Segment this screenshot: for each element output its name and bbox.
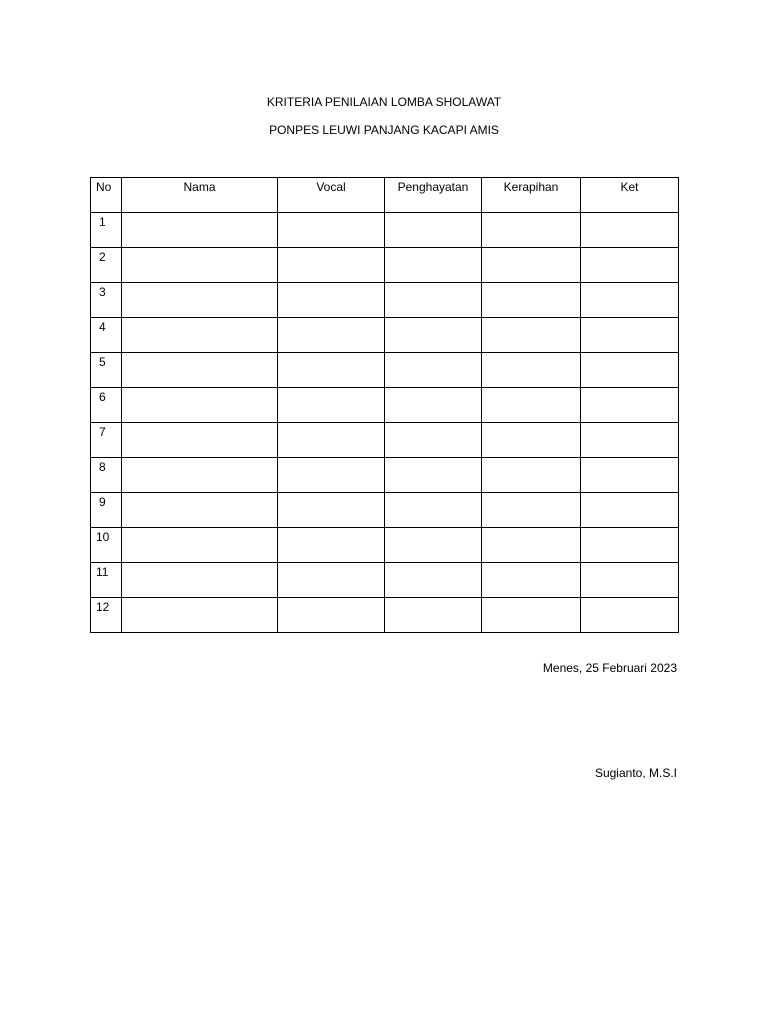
penghayatan-cell — [385, 388, 482, 423]
document-subtitle: PONPES LEUWI PANJANG KACAPI AMIS — [269, 123, 499, 137]
kerapihan-cell — [482, 423, 581, 458]
vocal-cell — [278, 528, 385, 563]
row-number: 6 — [91, 388, 122, 423]
penghayatan-cell — [385, 318, 482, 353]
penghayatan-cell — [385, 528, 482, 563]
penghayatan-cell — [385, 283, 482, 318]
kerapihan-cell — [482, 598, 581, 633]
penghayatan-cell — [385, 598, 482, 633]
table-row — [91, 213, 679, 248]
table-row — [91, 563, 679, 598]
kerapihan-cell — [482, 283, 581, 318]
vocal-cell — [278, 283, 385, 318]
signatory-name: Sugianto, M.S.I — [594, 766, 677, 780]
ket-cell — [581, 318, 679, 353]
vocal-cell — [278, 458, 385, 493]
table-row — [91, 528, 679, 563]
header-kerapihan: Kerapihan — [482, 178, 581, 213]
row-number: 7 — [91, 423, 122, 458]
kerapihan-cell — [482, 248, 581, 283]
vocal-cell — [278, 248, 385, 283]
ket-cell — [581, 563, 679, 598]
table-row — [91, 388, 679, 423]
header-nama: Nama — [122, 178, 278, 213]
penghayatan-cell — [385, 563, 482, 598]
place-date: Menes, 25 Februari 2023 — [542, 661, 677, 675]
vocal-cell — [278, 353, 385, 388]
table-row — [91, 458, 679, 493]
nama-cell — [122, 318, 278, 353]
ket-cell — [581, 493, 679, 528]
ket-cell — [581, 528, 679, 563]
ket-cell — [581, 458, 679, 493]
nama-cell — [122, 563, 278, 598]
ket-cell — [581, 248, 679, 283]
vocal-cell — [278, 563, 385, 598]
penghayatan-cell — [385, 423, 482, 458]
header-penghayatan: Penghayatan — [385, 178, 482, 213]
table-row — [91, 318, 679, 353]
table-row — [91, 353, 679, 388]
nama-cell — [122, 528, 278, 563]
kerapihan-cell — [482, 318, 581, 353]
nama-cell — [122, 248, 278, 283]
kerapihan-cell — [482, 388, 581, 423]
table-row — [91, 598, 679, 633]
vocal-cell — [278, 598, 385, 633]
nama-cell — [122, 598, 278, 633]
row-number: 11 — [91, 563, 122, 598]
ket-cell — [581, 353, 679, 388]
row-number: 3 — [91, 283, 122, 318]
table-row — [91, 423, 679, 458]
ket-cell — [581, 388, 679, 423]
ket-cell — [581, 423, 679, 458]
penghayatan-cell — [385, 493, 482, 528]
nama-cell — [122, 458, 278, 493]
nama-cell — [122, 388, 278, 423]
row-number: 2 — [91, 248, 122, 283]
ket-cell — [581, 213, 679, 248]
scoring-table — [90, 177, 679, 633]
nama-cell — [122, 213, 278, 248]
vocal-cell — [278, 423, 385, 458]
row-number: 5 — [91, 353, 122, 388]
penghayatan-cell — [385, 213, 482, 248]
penghayatan-cell — [385, 248, 482, 283]
penghayatan-cell — [385, 458, 482, 493]
nama-cell — [122, 493, 278, 528]
table-header-row — [91, 178, 679, 213]
vocal-cell — [278, 388, 385, 423]
kerapihan-cell — [482, 563, 581, 598]
kerapihan-cell — [482, 493, 581, 528]
header-ket: Ket — [581, 178, 679, 213]
kerapihan-cell — [482, 458, 581, 493]
nama-cell — [122, 423, 278, 458]
vocal-cell — [278, 213, 385, 248]
row-number: 9 — [91, 493, 122, 528]
table-row — [91, 248, 679, 283]
kerapihan-cell — [482, 528, 581, 563]
ket-cell — [581, 283, 679, 318]
kerapihan-cell — [482, 353, 581, 388]
row-number: 1 — [91, 213, 122, 248]
vocal-cell — [278, 318, 385, 353]
penghayatan-cell — [385, 353, 482, 388]
kerapihan-cell — [482, 213, 581, 248]
row-number: 10 — [91, 528, 122, 563]
document-title: KRITERIA PENILAIAN LOMBA SHOLAWAT — [266, 95, 502, 109]
table-row — [91, 283, 679, 318]
table-row — [91, 493, 679, 528]
header-no: No — [91, 178, 122, 213]
row-number: 4 — [91, 318, 122, 353]
row-number: 8 — [91, 458, 122, 493]
row-number: 12 — [91, 598, 122, 633]
header-vocal: Vocal — [278, 178, 385, 213]
nama-cell — [122, 353, 278, 388]
ket-cell — [581, 598, 679, 633]
vocal-cell — [278, 493, 385, 528]
nama-cell — [122, 283, 278, 318]
